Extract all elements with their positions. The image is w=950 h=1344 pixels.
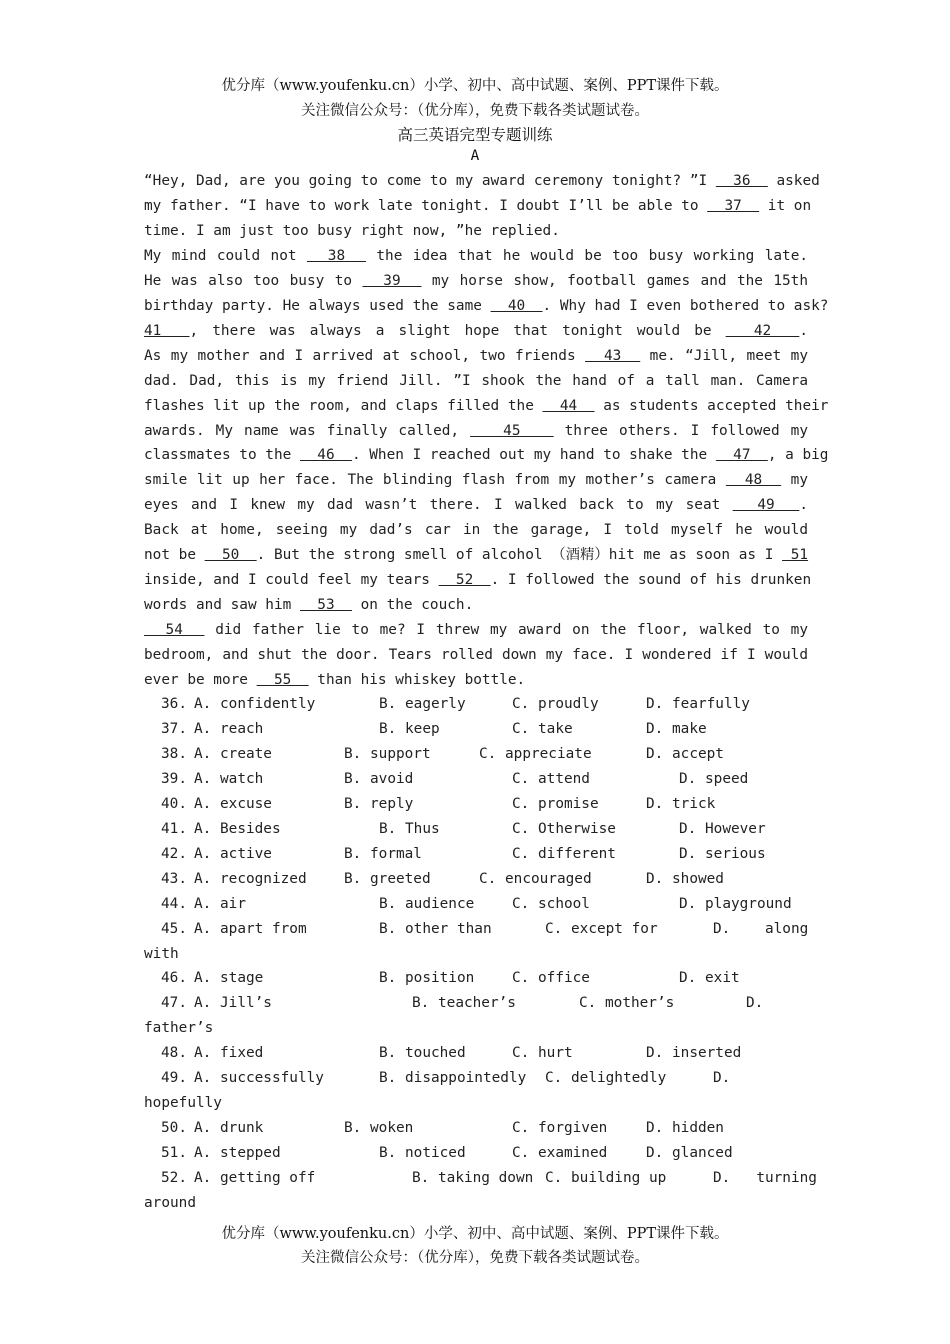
option-d: D. fearfully <box>646 696 750 712</box>
option-wrap-line: with <box>144 945 179 962</box>
option-a: A. confidently <box>194 696 316 712</box>
section-label: A <box>470 148 480 164</box>
question-48 <box>144 1043 824 1063</box>
blank-number: 48 <box>725 472 782 489</box>
blank-number: 52 <box>438 572 491 589</box>
option-b: B. touched <box>379 1045 466 1062</box>
passage-text: as students accepted their <box>594 397 829 414</box>
option-c: C. school <box>512 895 590 912</box>
passage-line <box>144 246 808 266</box>
passage-line <box>144 346 808 366</box>
option-b: B. woken <box>344 1120 414 1137</box>
blank-number: 54 <box>144 622 205 639</box>
passage-line <box>144 495 808 515</box>
passage-text: words and saw him <box>144 597 300 614</box>
option-c: C. forgiven <box>512 1120 608 1137</box>
question-38 <box>144 744 824 764</box>
passage-text: bedroom, and shut the door. Tears rolled down my face. I wondered if I would <box>144 647 808 664</box>
blank-number: 37 <box>707 197 760 214</box>
passage-text: My mind could not <box>144 247 307 264</box>
passage-line <box>144 520 808 540</box>
passage-line <box>144 545 808 565</box>
blank-number: 55 <box>256 672 309 688</box>
option-d: D. glanced <box>646 1145 733 1162</box>
passage-text: asked <box>767 173 820 189</box>
option-b: B. audience <box>379 895 475 912</box>
blank-number: 44 <box>542 397 595 414</box>
option-d: D. make <box>646 720 707 737</box>
passage-text: smile lit up her face. The blinding flash from my mother’s camera <box>144 472 726 489</box>
option-c: C. take <box>512 720 573 737</box>
option-a: A. air <box>194 895 246 912</box>
option-b: B. taking down <box>412 1170 534 1187</box>
blank-number: 50 <box>204 547 257 564</box>
option-a: A. Besides <box>194 820 281 837</box>
option-d: D. accept <box>646 745 724 762</box>
question-46 <box>144 968 824 988</box>
question-42 <box>144 844 824 864</box>
question-number: 37. <box>161 720 187 737</box>
option-c: C. mother’s <box>579 995 675 1012</box>
question-49 <box>144 1068 824 1088</box>
option-b: B. support <box>344 745 431 762</box>
footer-line-2: 关注微信公众号：（优分库），免费下载各类试题试卷。 <box>301 1250 649 1266</box>
passage-text: my father. “I have to work late tonight. I doubt I’ll be able to <box>144 197 708 214</box>
passage-text: . But the strong smell of alcohol （酒精）hit me as soon as I <box>256 547 783 564</box>
question-number: 43. <box>161 870 187 887</box>
question-number: 42. <box>161 845 187 862</box>
option-b: B. keep <box>379 720 440 737</box>
passage-text: birthday party. He always used the same <box>144 297 491 314</box>
option-d: D. speed <box>679 770 749 787</box>
option-c: C. delightedly <box>545 1070 667 1087</box>
question-39 <box>144 769 824 789</box>
question-37 <box>144 719 824 739</box>
option-c: C. building up <box>545 1170 667 1187</box>
passage-text: Back at home, seeing my dad’s car in the garage, I told myself he would <box>144 522 808 539</box>
passage-text: ever be more <box>144 672 257 688</box>
question-45 <box>144 919 824 939</box>
option-a: A. excuse <box>194 795 272 812</box>
question-number: 44. <box>161 895 187 912</box>
question-47 <box>144 993 824 1013</box>
option-a: A. successfully <box>194 1070 324 1087</box>
question-36 <box>144 694 824 714</box>
blank-number: 51 <box>782 547 809 564</box>
option-c: C. except for <box>545 920 658 937</box>
blank-number: 53 <box>299 597 352 614</box>
passage-text: . <box>799 322 808 339</box>
option-b: B. avoid <box>344 770 414 787</box>
passage-line <box>144 396 829 416</box>
passage-text: dad. Dad, this is my friend Jill. ”I shook the hand of a tall man. Camera <box>144 372 808 389</box>
option-c: C. encouraged <box>479 870 592 887</box>
question-number: 51. <box>161 1145 187 1162</box>
option-wrap-line: around <box>144 1195 196 1211</box>
passage-line <box>144 221 808 241</box>
option-c: C. different <box>512 845 616 862</box>
option-d: D. trick <box>646 795 716 812</box>
passage-text: “Hey, Dad, are you going to come to my award ceremony tonight? ”I <box>144 173 716 189</box>
blank-number: 47 <box>715 447 768 464</box>
question-43 <box>144 869 824 889</box>
question-number: 38. <box>161 745 187 762</box>
question-number: 39. <box>161 770 187 787</box>
option-a: A. watch <box>194 770 264 787</box>
passage-text: three others. I followed my <box>553 422 809 439</box>
question-number: 52. <box>161 1170 187 1187</box>
option-wrap-line: hopefully <box>144 1095 222 1112</box>
question-number: 41. <box>161 820 187 837</box>
option-b: B. reply <box>344 795 414 812</box>
option-c: C. hurt <box>512 1045 573 1062</box>
option-d: D. exit <box>679 970 740 987</box>
question-number: 50. <box>161 1120 187 1137</box>
option-d: D. <box>713 1070 731 1087</box>
passage-line <box>144 645 808 665</box>
option-b: B. formal <box>344 845 422 862</box>
passage-line <box>144 171 820 191</box>
blank-number: 49 <box>732 497 800 514</box>
option-d: D. However <box>679 820 766 837</box>
passage-text: eyes and I knew my dad wasn’t there. I walked back to my seat <box>144 497 733 514</box>
question-number: 36. <box>161 696 187 712</box>
passage-line <box>144 470 808 490</box>
question-number: 46. <box>161 970 187 987</box>
option-c: C. Otherwise <box>512 820 616 837</box>
passage-text: it on <box>759 197 812 214</box>
option-b: B. other than <box>379 920 492 937</box>
option-a: A. fixed <box>194 1045 264 1062</box>
passage-text: did father lie to me? I threw my award on the floor, walked to my <box>204 622 808 639</box>
question-number: 48. <box>161 1045 187 1062</box>
passage-text: me. “Jill, meet my <box>640 347 808 364</box>
question-number: 45. <box>161 920 187 937</box>
option-b: B. disappointedly <box>379 1070 527 1087</box>
blank-number: 46 <box>299 447 352 464</box>
question-40 <box>144 794 824 814</box>
passage-text: than his whiskey bottle. <box>308 672 526 688</box>
passage-line <box>144 620 808 640</box>
passage-text: As my mother and I arrived at school, two friends <box>144 347 586 364</box>
option-d: D. along <box>713 920 809 937</box>
blank-number: 38 <box>306 247 366 264</box>
passage-text: flashes lit up the room, and claps filled the <box>144 397 543 414</box>
option-d: D. hidden <box>646 1120 724 1137</box>
option-a: A. stage <box>194 970 264 987</box>
option-b: B. noticed <box>379 1145 466 1162</box>
passage-line <box>144 321 808 341</box>
passage-line <box>144 595 808 615</box>
passage-text: the idea that he would be too busy working late. <box>365 247 809 264</box>
blank-number: 43 <box>585 347 641 364</box>
blank-number: 41 <box>144 322 190 339</box>
passage-text: , a big <box>767 447 829 464</box>
passage-text: on the couch. <box>351 597 474 614</box>
option-d: D. <box>746 995 764 1012</box>
option-d: D. inserted <box>646 1045 742 1062</box>
option-wrap-line: father’s <box>144 1020 214 1037</box>
passage-text: inside, and I could feel my tears <box>144 572 439 589</box>
question-number: 49. <box>161 1070 187 1087</box>
option-a: A. getting off <box>194 1170 316 1187</box>
option-c: C. examined <box>512 1145 608 1162</box>
option-d: D. showed <box>646 870 724 887</box>
blank-number: 40 <box>490 297 543 314</box>
passage-text: classmates to the <box>144 447 300 464</box>
question-52 <box>144 1168 824 1188</box>
option-b: B. Thus <box>379 820 440 837</box>
passage-line <box>144 421 808 441</box>
question-41 <box>144 819 824 839</box>
passage-text: my <box>781 472 808 489</box>
header-line-2: 关注微信公众号：（优分库），免费下载各类试题试卷。 <box>301 103 649 119</box>
question-51 <box>144 1143 824 1163</box>
option-b: B. position <box>379 970 475 987</box>
option-b: B. teacher’s <box>412 995 516 1012</box>
option-c: C. promise <box>512 795 599 812</box>
passage-text: . Why had I even bothered to ask? <box>542 297 829 314</box>
option-d: D. serious <box>679 845 766 862</box>
option-a: A. create <box>194 745 272 762</box>
passage-text: , there was always a slight hope that tonight would be <box>189 322 726 339</box>
option-a: A. recognized <box>194 870 307 887</box>
passage-text: . I followed the sound of his drunken <box>490 572 812 589</box>
passage-text: not be <box>144 547 205 564</box>
question-50 <box>144 1118 824 1138</box>
option-c: C. attend <box>512 770 590 787</box>
option-a: A. Jill’s <box>194 995 272 1012</box>
passage-text: awards. My name was finally called, <box>144 422 471 439</box>
passage-line <box>144 670 808 690</box>
option-c: C. proudly <box>512 696 599 712</box>
option-a: A. active <box>194 845 272 862</box>
blank-number: 36 <box>715 173 768 189</box>
option-b: B. eagerly <box>379 696 466 712</box>
header-line-1: 优分库（www.youfenku.cn）小学、初中、高中试题、案例、PPT课件下载。 <box>221 78 729 94</box>
blank-number: 39 <box>362 272 422 289</box>
passage-text: . <box>799 497 809 514</box>
passage-text: He was also too busy to <box>144 272 363 289</box>
page-title: 高三英语完型专题训练 <box>397 126 553 144</box>
passage-text: my horse show, football games and the 15th <box>421 272 809 289</box>
question-number: 40. <box>161 795 187 812</box>
passage-line <box>144 196 812 216</box>
passage-line <box>144 271 808 291</box>
option-b: B. greeted <box>344 870 431 887</box>
option-d: D. playground <box>679 895 792 912</box>
option-c: C. appreciate <box>479 745 592 762</box>
question-44 <box>144 894 824 914</box>
passage-line <box>144 570 812 590</box>
option-a: A. reach <box>194 720 264 737</box>
option-c: C. office <box>512 970 590 987</box>
blank-number: 42 <box>725 322 800 339</box>
passage-line <box>144 371 808 391</box>
question-number: 47. <box>161 995 187 1012</box>
passage-line <box>144 296 829 316</box>
option-a: A. apart from <box>194 920 307 937</box>
option-a: A. stepped <box>194 1145 281 1162</box>
option-d: D. turning <box>713 1170 817 1187</box>
blank-number: 45 <box>470 422 554 439</box>
option-a: A. drunk <box>194 1120 264 1137</box>
passage-text: . When I reached out my hand to shake the <box>351 447 716 464</box>
passage-text: time. I am just too busy right now, ”he replied. <box>144 222 560 239</box>
footer-line-1: 优分库（www.youfenku.cn）小学、初中、高中试题、案例、PPT课件下载。 <box>221 1226 729 1242</box>
passage-line <box>144 445 829 465</box>
